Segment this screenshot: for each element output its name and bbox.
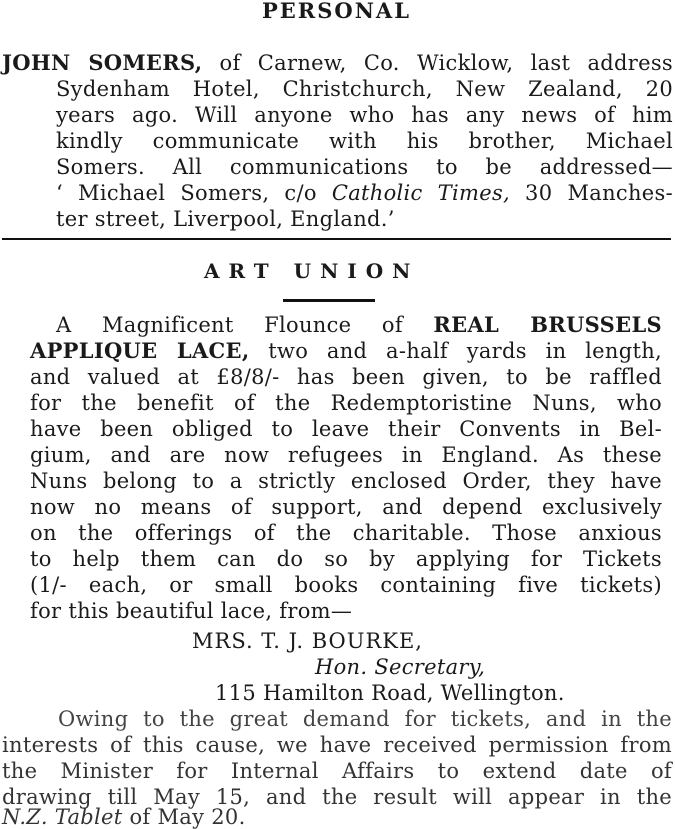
art-line-11: (1/- each, or small books containing five tickets): [30, 573, 662, 597]
personal-publication: Catholic Times,: [331, 181, 510, 205]
notice-publication: N.Z. Tablet: [2, 805, 123, 829]
notice-line-5: [2, 805, 246, 829]
art-line-7: Nuns belong to a strictly enclosed Order, they have: [30, 469, 662, 493]
notice-line-3: the Minister for Internal Affairs to extend date of: [2, 759, 672, 783]
art-line-2: [30, 339, 662, 363]
personal-name: JOHN SOMERS,: [2, 50, 203, 75]
art-union-heading: ART UNION: [204, 259, 420, 283]
personal-line-6: [56, 181, 673, 205]
notice-line-4: drawing till May 15, and the result will appear in the: [2, 785, 672, 809]
personal-line-6-a: ‘ Michael Somers, c/o: [56, 181, 332, 205]
signatory-name: MRS. T. J. BOURKE,: [192, 629, 423, 653]
heading-underline: [283, 299, 375, 302]
art-line-6: gium, and are now refugees in England. As these: [30, 443, 662, 467]
signatory-address: 115 Hamilton Road, Wellington.: [215, 681, 565, 705]
notice-line-5-rest: of May 20.: [122, 805, 246, 829]
signatory-title: Hon. Secretary,: [315, 655, 486, 679]
art-line-1-bold: REAL BRUSSELS: [433, 312, 662, 337]
notice-line-2: interests of this cause, we have received permission from: [2, 733, 672, 757]
art-line-10: to help them can do so by applying for Tickets: [30, 547, 662, 571]
art-line-12: for this beautiful lace, from—: [30, 599, 353, 623]
personal-line-3: years ago. Will anyone who has any news of him: [56, 103, 673, 127]
art-line-9: on the offerings of the charitable. Those anxious: [30, 521, 662, 545]
notice-line-1: Owing to the great demand for tickets, and in the: [58, 707, 672, 731]
personal-line-2: Sydenham Hotel, Christchurch, New Zealand, 20: [56, 77, 673, 101]
personal-line-7: ter street, Liverpool, England.’: [56, 207, 395, 231]
personal-line-4: kindly communicate with his brother, Michael: [56, 129, 673, 153]
art-line-1: [56, 313, 662, 337]
art-line-2-bold: APPLIQUE LACE,: [30, 338, 250, 363]
personal-line-1: [2, 51, 673, 75]
section-divider: [2, 238, 671, 240]
art-line-5: have been obliged to leave their Convents in Bel-: [30, 417, 662, 441]
personal-heading: PERSONAL: [262, 0, 411, 23]
personal-line-6-b: 30 Manches-: [510, 181, 673, 205]
art-line-3: and valued at £8/8/- has been given, to be raffled: [30, 365, 662, 389]
art-line-8: now no means of support, and depend exclusively: [30, 495, 662, 519]
personal-line-5: Somers. All communications to be addressed—: [56, 155, 673, 179]
personal-line-1-rest: of Carnew, Co. Wicklow, last address: [202, 51, 673, 75]
art-line-4: for the benefit of the Redemptoristine Nuns, who: [30, 391, 662, 415]
art-line-1-a: A Magnificent Flounce of: [56, 313, 434, 337]
art-line-2-rest: two and a-half yards in length,: [249, 339, 663, 363]
